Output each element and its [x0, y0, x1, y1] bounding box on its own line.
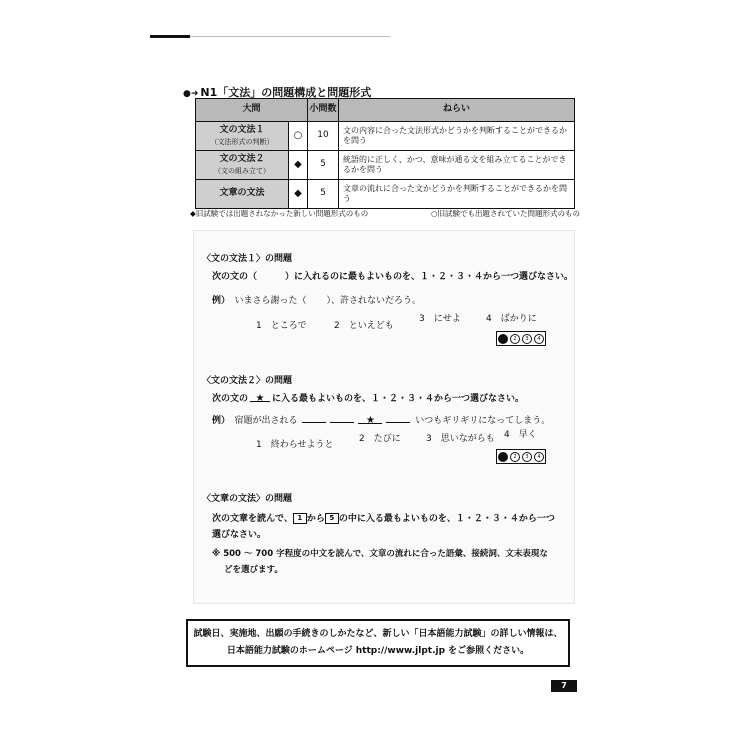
row-name: 文章の文法 [196, 180, 289, 209]
row-mark: ○ [289, 122, 308, 151]
answer-bubble: 2 [510, 452, 520, 462]
q2-answer-sheet [496, 449, 546, 464]
top-rule-thin [190, 36, 390, 37]
table-legend [190, 208, 580, 219]
table-row [196, 180, 575, 209]
info-line-2: 日本語能力試験のホームページ http://www.jlpt.jp をご参照ください。 [226, 646, 530, 656]
table-head-group: 大問 [196, 99, 308, 122]
legend-new: ◆旧試験では出題されなかった新しい問題形式のもの [190, 209, 369, 218]
blank-box-1: 1 [293, 513, 307, 524]
q3-note: ※ 500 ～ 700 字程度の中文を読んで、文章の流れに合った語彙、接続詞、文末表現な [212, 549, 548, 559]
q1-instruction: 次の文の（ ）に入れるのに最もよいものを、１・２・３・４から一つ選びなさい。 [212, 272, 574, 282]
q2-option: 4 早く [504, 430, 537, 440]
row-name: 文の文法１ （文法形式の判断） [196, 122, 289, 151]
row-count: 10 [308, 122, 339, 151]
row-aim: 文章の流れに合った文かどうかを判断することができるかを問う [339, 180, 575, 209]
star-icon: ★ [255, 393, 265, 404]
q1-heading: 〈文の文法１〉の問題 [202, 254, 293, 264]
q1-option: 3 にせよ [419, 314, 461, 324]
legend-old: ○旧試験でも出題されていた問題形式のもの [430, 209, 580, 218]
row-count: 5 [308, 180, 339, 209]
answer-bubble: 3 [522, 452, 532, 462]
answer-bubble: 2 [510, 334, 520, 344]
info-box [186, 619, 570, 667]
answer-bubble: 4 [534, 334, 544, 344]
answer-bubble: 3 [522, 334, 532, 344]
q2-heading: 〈文の文法２〉の問題 [202, 376, 293, 386]
page-number: 7 [551, 680, 577, 692]
answer-bubble: 4 [534, 452, 544, 462]
q1-option: 1 ところで [256, 321, 307, 331]
table-row [196, 151, 575, 180]
arrow-icon: ●➜ [183, 89, 199, 99]
answer-bubble: 1 [498, 334, 508, 344]
row-mark: ◆ [289, 180, 308, 209]
table-row [196, 122, 575, 151]
q2-instruction: 次の文の ★ に入る最もよいものを、１・２・３・４から一つ選びなさい。 [212, 393, 525, 404]
answer-bubble: 1 [498, 452, 508, 462]
q2-option: 1 終わらせようと [256, 440, 334, 450]
info-line-1: 試験日、実施地、出願の手続きのしかたなど、新しい「日本語能力試験」の詳しい情報は、 [193, 629, 563, 639]
format-table [195, 98, 575, 209]
top-rule [150, 35, 190, 38]
row-aim: 統語的に正しく、かつ、意味が通る文を組み立てることができるかを問う [339, 151, 575, 180]
q2-option: 3 思いながらも [426, 434, 495, 444]
sample-questions-panel [193, 230, 575, 604]
q1-option: 4 ばかりに [486, 314, 537, 324]
q3-instruction: 次の文章を読んで、 1 から 5 の中に入る最もよいものを、１・２・３・４から一つ [212, 514, 555, 524]
row-name: 文の文法２ （文の組み立て） [196, 151, 289, 180]
section-title: N1「文法」の問題構成と問題形式 [200, 86, 372, 99]
row-count: 5 [308, 151, 339, 180]
row-aim: 文の内容に合った文法形式かどうかを判断することができるかを問う [339, 122, 575, 151]
table-head-count: 小問数 [308, 99, 339, 122]
q3-instruction-cont: 選びなさい。 [212, 530, 267, 540]
q3-heading: 〈文章の文法〉の問題 [202, 494, 293, 504]
q1-example: 例） いまさら謝った（ ）、許されないだろう。 [212, 296, 422, 306]
q2-example: 例） 宿題が出される ★ いつもギリギリになってしまう。 [212, 415, 551, 426]
q1-answer-sheet [496, 331, 546, 346]
q2-option: 2 たびに [359, 434, 401, 444]
table-head-aim: ねらい [339, 99, 575, 122]
star-icon: ★ [365, 415, 375, 426]
q3-note-cont: どを選びます。 [224, 565, 283, 575]
blank-box-5: 5 [325, 513, 339, 524]
q1-option: 2 といえども [334, 321, 394, 331]
row-mark: ◆ [289, 151, 308, 180]
